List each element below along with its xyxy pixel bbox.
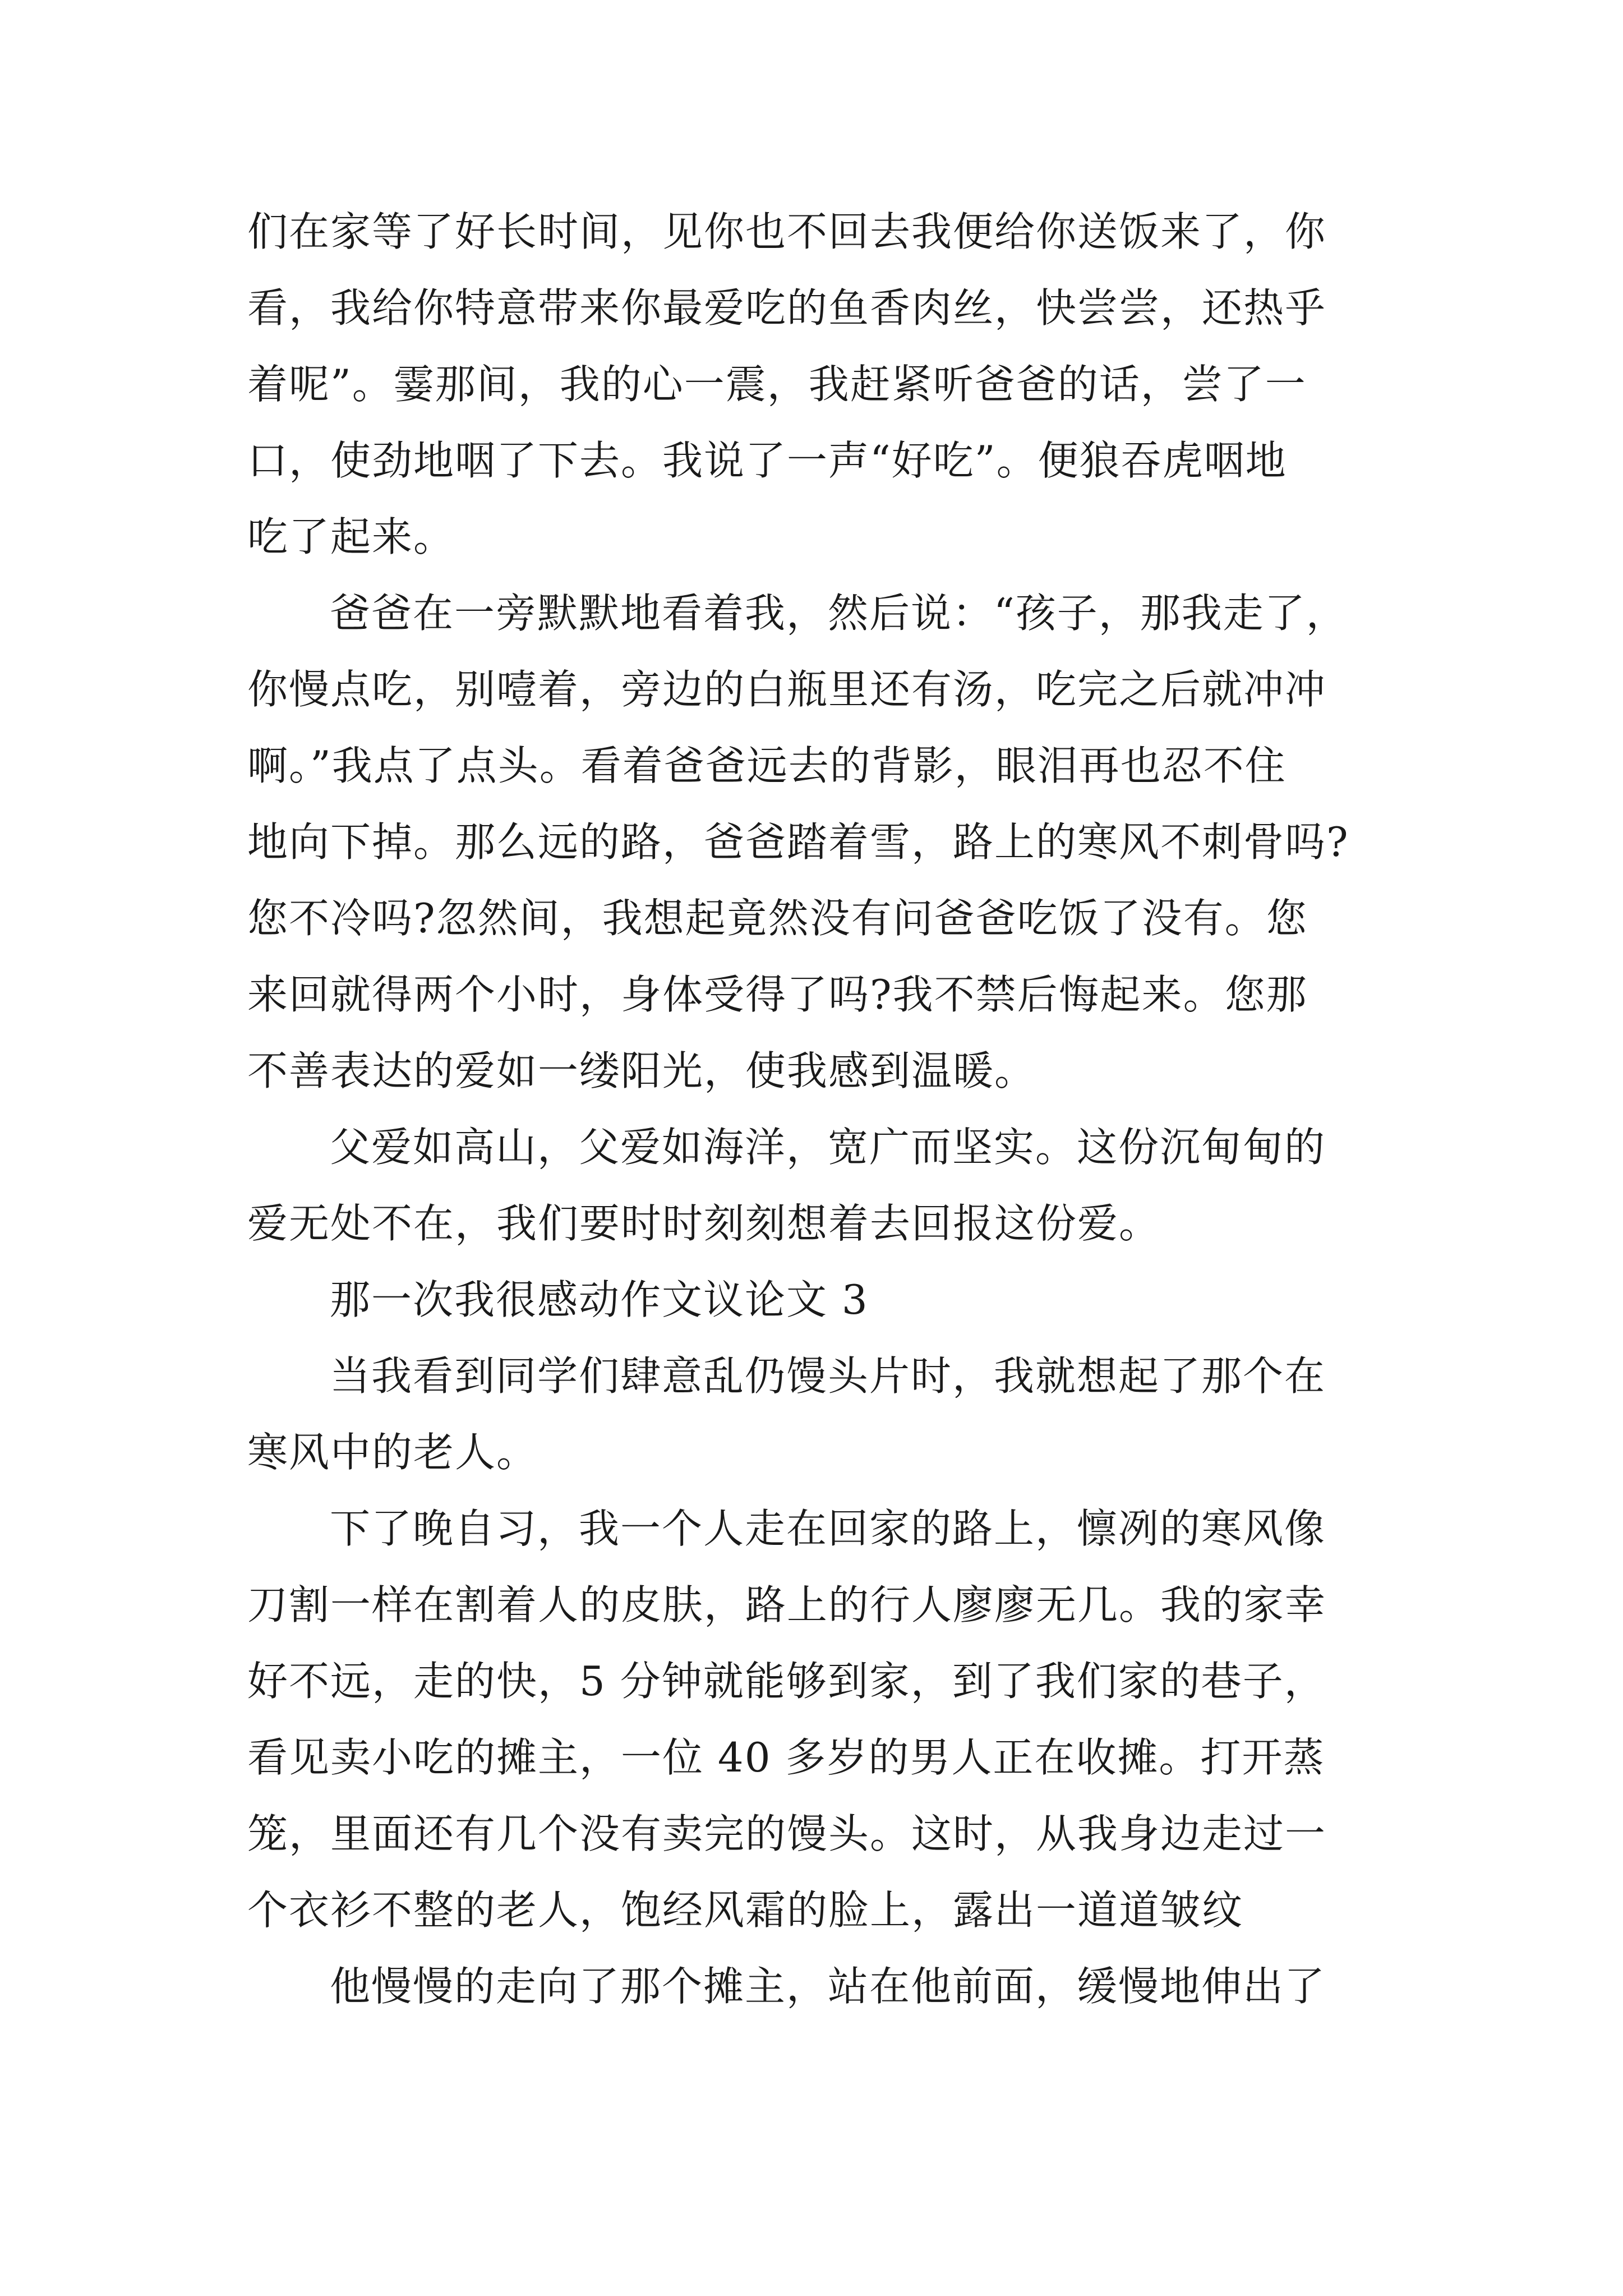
text-line: 口，使劲地咽了下去。我说了一声“好吃”。便狼吞虎咽地 [247, 437, 1287, 484]
text-line: 看见卖小吃的摊主，一位 40 多岁的男人正在收摊。打开蒸 [247, 1734, 1325, 1781]
text-line: 们在家等了好长时间，见你也不回去我便给你送饭来了，你 [247, 208, 1327, 255]
text-line: 他慢慢的走向了那个摊主，站在他前面，缓慢地伸出了 [330, 1963, 1326, 2010]
text-line: 父爱如高山，父爱如海洋，宽广而坚实。这份沉甸甸的 [330, 1124, 1326, 1171]
text-line: 不善表达的爱如一缕阳光，使我感到温暖。 [247, 1047, 1036, 1094]
text-line: 爸爸在一旁默默地看着我，然后说：“孩子，那我走了， [330, 590, 1348, 637]
text-line: 你慢点吃，别噎着，旁边的白瓶里还有汤，吃完之后就冲冲 [247, 666, 1327, 713]
text-line: 刀割一样在割着人的皮肤，路上的行人廖廖无几。我的家幸 [247, 1581, 1327, 1628]
text-line: 爱无处不在，我们要时时刻刻想着去回报这份爱。 [247, 1200, 1161, 1247]
text-line: 着呢”。霎那间，我的心一震，我赶紧听爸爸的话，尝了一 [247, 361, 1307, 408]
text-line: 好不远，走的快，5 分钟就能够到家，到了我们家的巷子， [247, 1658, 1326, 1705]
text-line: 寒风中的老人。 [247, 1429, 538, 1476]
text-line: 您不冷吗?忽然间，我想起竟然没有问爸爸吃饭了没有。您 [247, 895, 1308, 942]
text-line: 啊。”我点了点头。看着爸爸远去的背影，眼泪再也忍不住 [247, 742, 1287, 789]
text-line: 当我看到同学们肆意乱仍馒头片时，我就想起了那个在 [330, 1352, 1326, 1400]
text-line: 看，我给你特意带来你最爱吃的鱼香肉丝，快尝尝，还热乎 [247, 284, 1327, 332]
document-body [247, 194, 1386, 2024]
text-line: 地向下掉。那么远的路，爸爸踏着雪，路上的寒风不刺骨吗? [247, 818, 1349, 866]
text-line: 那一次我很感动作文议论文 3 [330, 1276, 869, 1323]
text-line: 笼，里面还有几个没有卖完的馒头。这时，从我身边走过一 [247, 1810, 1327, 1857]
text-line: 吃了起来。 [247, 513, 455, 560]
text-line: 个衣衫不整的老人，饱经风霜的脸上，露出一道道皱纹 [247, 1887, 1244, 1934]
text-line: 来回就得两个小时，身体受得了吗?我不禁后悔起来。您那 [247, 971, 1308, 1018]
text-line: 下了晚自习，我一个人走在回家的路上，懔冽的寒风像 [330, 1505, 1326, 1552]
